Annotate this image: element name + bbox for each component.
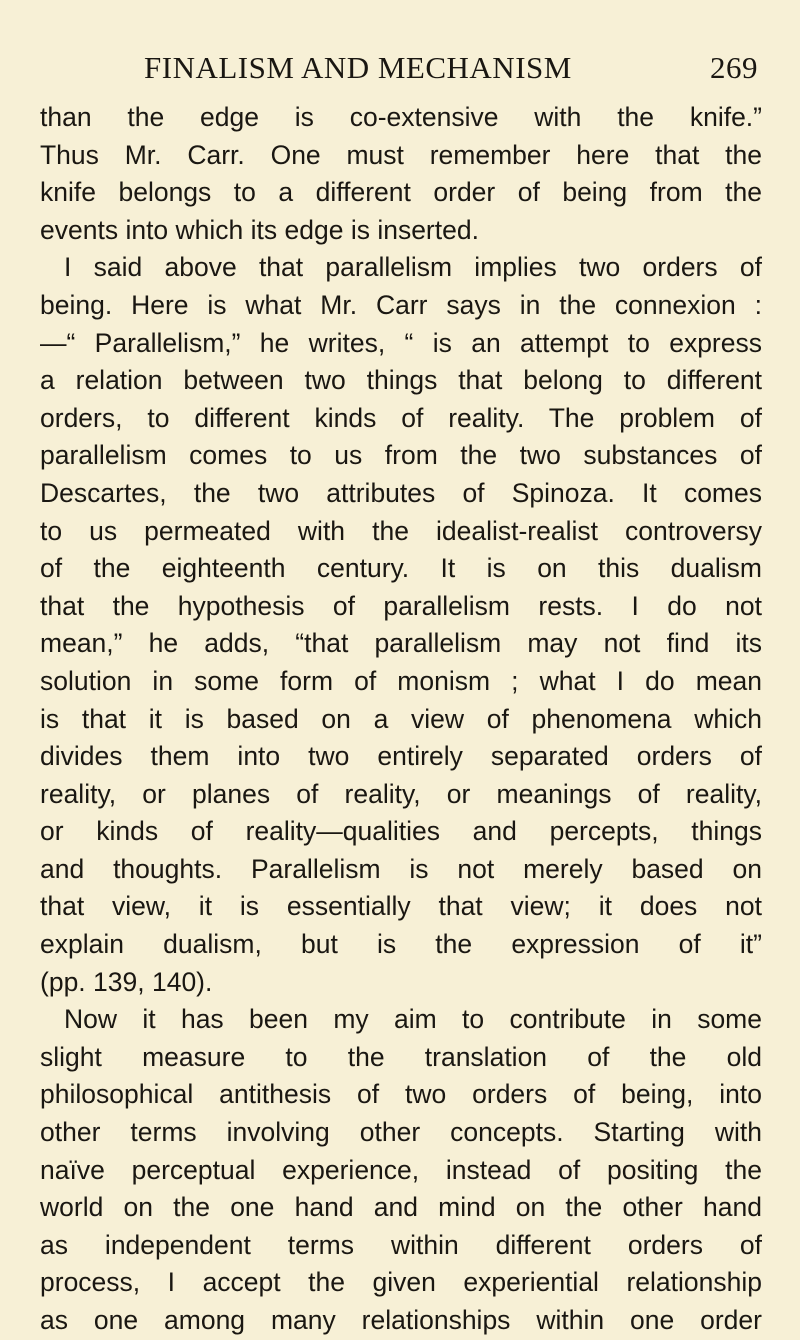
running-head [40,42,762,94]
text-line: I said above that parallelism implies two orders of [64,252,762,283]
text-line: Now it has been my aim to contribute in some [64,1004,762,1035]
text-line: process, I accept the given experiential relationship [40,1267,762,1298]
text-line: as one among many relationships within one order [40,1305,762,1335]
text-line: mean,” he adds, “that parallelism may not find its [40,628,762,659]
text-line: explain dualism, but is the expression of it” [40,929,762,960]
text-line: being. Here is what Mr. Carr says in the connexion : [40,289,762,320]
text-line: to us permeated with the idealist-realist controversy [40,515,762,546]
text-line: naïve perceptual experience, instead of positing the [40,1154,762,1185]
text-line: events into which its edge is inserted. [40,214,479,245]
page-number: 269 [710,50,758,85]
text-line: than the edge is co-extensive with the knife.” [40,102,762,132]
text-line: of the eighteenth century. It is on this dualism [40,553,762,584]
text-line: orders, to different kinds of reality. The problem of [40,402,762,433]
text-line: (pp. 139, 140). [40,966,213,997]
text-line: philosophical antithesis of two orders of being, into [40,1079,762,1110]
text-line: solution in some form of monism ; what I do mean [40,665,762,696]
text-line: as independent terms within different orders of [40,1229,762,1260]
text-line: or kinds of reality—qualities and percepts, things [40,816,762,847]
text-line: Thus Mr. Carr. One must remember here that the [40,139,762,170]
text-line: that the hypothesis of parallelism rests. I do not [40,590,762,621]
body-text [40,99,762,1340]
text-line: world on the one hand and mind on the other hand [40,1192,762,1223]
text-line: other terms involving other concepts. Starting with [40,1117,762,1148]
text-line: is that it is based on a view of phenomena which [40,703,762,734]
text-line: divides them into two entirely separated orders of [40,741,762,772]
text-line: a relation between two things that belong to different [40,365,762,396]
text-line: —“ Parallelism,” he writes, “ is an attempt to express [40,327,762,358]
text-line: that view, it is essentially that view; it does not [40,891,762,922]
text-line: parallelism comes to us from the two substances of [40,440,762,471]
text-line: knife belongs to a different order of being from the [40,177,762,208]
text-line: slight measure to the translation of the old [40,1041,762,1072]
text-line: and thoughts. Parallelism is not merely based on [40,853,762,884]
running-title: FINALISM AND MECHANISM [144,50,572,85]
text-line: reality, or planes of reality, or meanings of reality, [40,778,762,809]
text-line: Descartes, the two attributes of Spinoza. It comes [40,477,762,508]
